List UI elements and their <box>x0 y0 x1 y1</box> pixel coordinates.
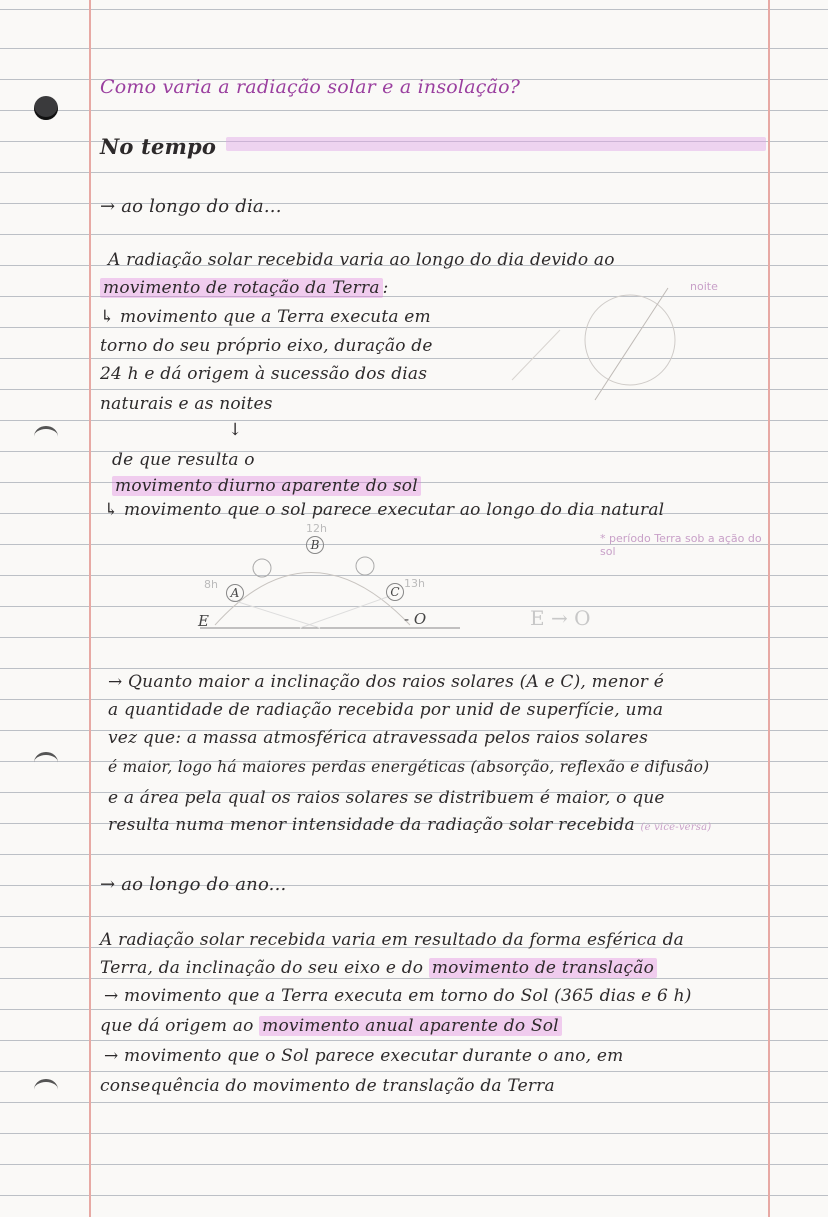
day-para-line: torno do seu próprio eixo, duração de <box>100 336 433 356</box>
explain-line: é maior, logo há maiores perdas energéticas (absorção, reflexão e difusão) <box>108 758 710 776</box>
down-arrow: ↓ <box>228 420 243 440</box>
day-para-line: 24 h e dá origem à sucessão dos dias <box>100 364 428 384</box>
highlight-diurnal: movimento diurno aparente do sol <box>112 476 421 496</box>
year-para-line: que dá origem ao movimento anual aparente do Sol <box>100 1016 562 1036</box>
year-para-line: consequência do movimento de translação da Terra <box>100 1076 555 1096</box>
day-para-line: A radiação solar recebida varia ao longo do dia devido ao <box>108 250 615 270</box>
vice-versa-note: (e vice-versa) <box>640 822 712 833</box>
hour-a: 8h <box>204 578 218 591</box>
explain-line: resulta numa menor intensidade da radiação solar recebida (e vice-versa) <box>108 815 712 835</box>
margin-note-right: * período Terra sob a ação do sol <box>600 532 762 558</box>
day-para-line: de que resulta o <box>112 450 255 470</box>
subsection-year: → ao longo do ano... <box>100 874 287 895</box>
sun-label-c: C <box>386 583 404 601</box>
explain-line: a quantidade de radiação recebida por unid de superfície, uma <box>108 700 664 720</box>
section-heading-time: No tempo <box>100 134 217 159</box>
highlight-translation: movimento de translação <box>429 958 657 978</box>
sun-label-b: B <box>306 536 324 554</box>
year-para-line: A radiação solar recebida varia em resultado da forma esférica da <box>100 930 684 950</box>
day-para-line: movimento de rotação da Terra : <box>100 278 389 298</box>
day-para-line: ↳ movimento que o sol parece executar ao longo do dia natural <box>104 500 665 520</box>
hour-b: 12h <box>306 522 327 535</box>
hour-c: 13h <box>404 577 425 590</box>
year-para-line: → movimento que o Sol parece executar durante o ano, em <box>104 1046 624 1066</box>
margin-note-top: noite <box>690 280 718 293</box>
sun-label-a: A <box>226 584 244 602</box>
label-west: - O <box>404 610 427 628</box>
explain-line: e a área pela qual os raios solares se distribuem é maior, o que <box>108 788 665 808</box>
subsection-day: → ao longo do dia... <box>100 196 282 217</box>
highlight-annual: movimento anual aparente do Sol <box>259 1016 562 1036</box>
label-east: E <box>198 612 209 630</box>
day-para-line: ↳ movimento que a Terra executa em <box>100 307 431 327</box>
day-para-line: naturais e as noites <box>100 394 273 414</box>
page-title: Como varia a radiação solar e a insolação? <box>100 76 521 98</box>
year-para-line: Terra, da inclinação do seu eixo e do movimento de translação <box>100 958 657 978</box>
highlight-rotation: movimento de rotação da Terra <box>100 278 383 298</box>
year-para-line: → movimento que a Terra executa em torno do Sol (365 dias e 6 h) <box>104 986 692 1006</box>
label-east-west: E → O <box>530 606 591 630</box>
explain-line: vez que: a massa atmosférica atravessada pelos raios solares <box>108 728 648 748</box>
explain-line: → Quanto maior a inclinação dos raios solares (A e C), menor é <box>108 672 664 692</box>
